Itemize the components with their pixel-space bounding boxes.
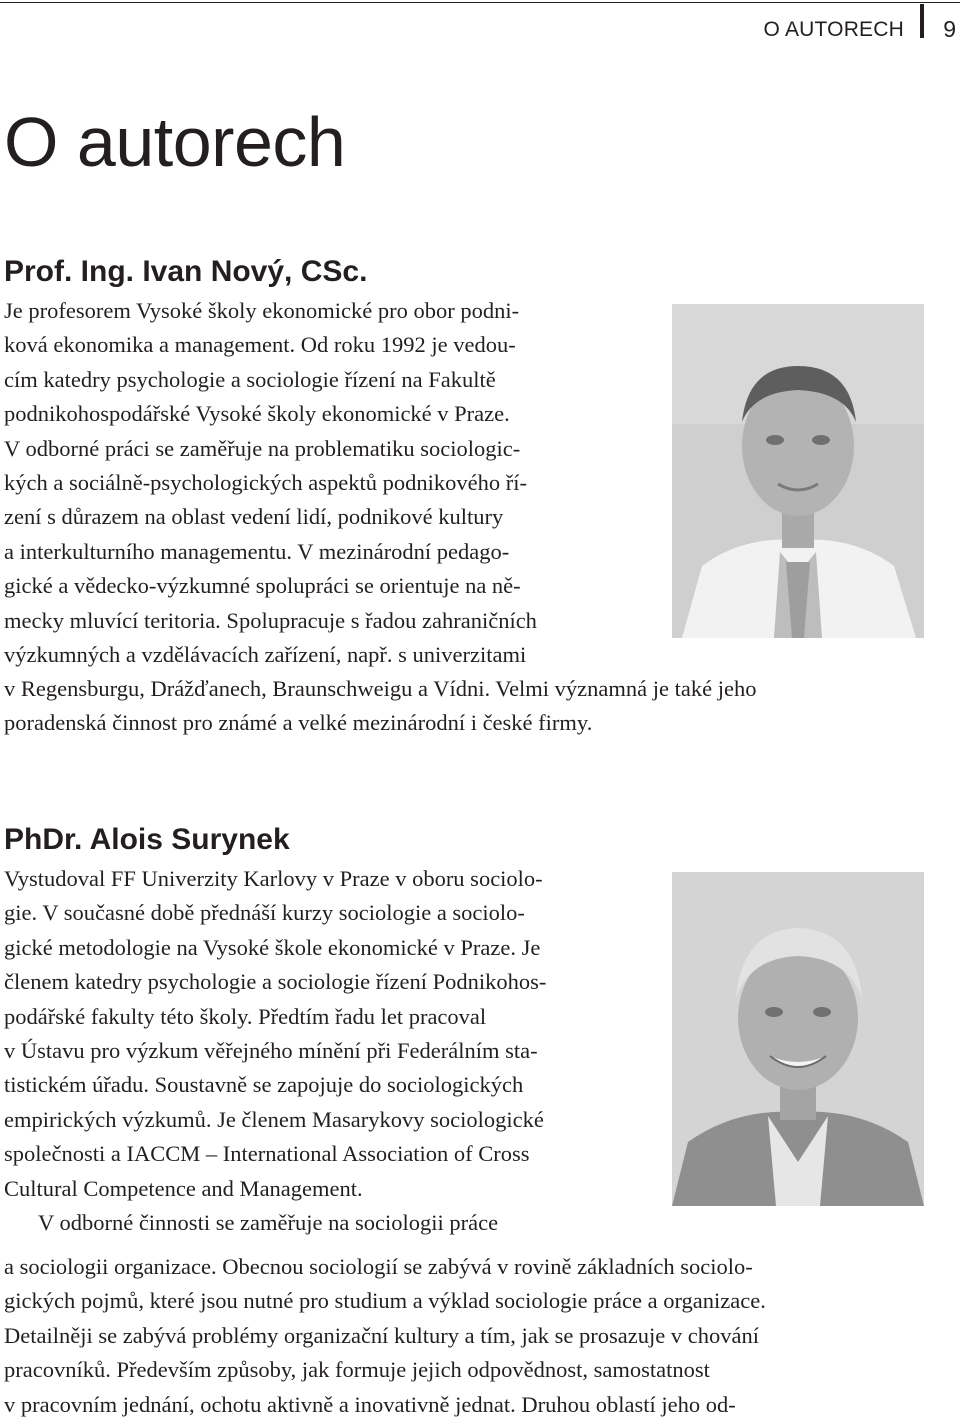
portrait-image: [672, 304, 924, 638]
header-divider-bar: [920, 4, 924, 38]
bio-line: výzkumných a vzdělávacích zařízení, např. s univerzitami: [4, 642, 527, 668]
author-bio-novy-wide: [4, 672, 924, 741]
bio-line: v Regensburgu, Drážďanech, Braunschweigu a Vídni. Velmi významná je také jeho: [4, 676, 757, 701]
bio-line: gické metodologie na Vysoké škole ekonomické v Praze. Je: [4, 934, 541, 960]
author-name-surynek: PhDr. Alois Surynek: [4, 823, 290, 856]
bio-line: cím katedry psychologie a sociologie řízení na Fakultě: [4, 366, 496, 392]
bio-line: V odborné činnosti se zaměřuje na sociologii práce: [38, 1210, 499, 1236]
bio-line: gie. V současné době přednáší kurzy sociologie a sociolo-: [4, 900, 525, 926]
bio-line: členem katedry psychologie a sociologie řízení Podnikohos-: [4, 969, 547, 995]
bio-line: empirických výzkumů. Je členem Masarykovy sociologické: [4, 1106, 544, 1132]
bio-line: V odborné práci se zaměřuje na problematiku sociologic-: [4, 435, 521, 461]
bio-line: mecky mluvící teritoria. Spolupracuje s řadou zahraničních: [4, 607, 537, 633]
author-bio-surynek-wide: [4, 1250, 924, 1422]
bio-line: Detailněji se zabývá problémy organizační kultury a tím, jak se prosazuje v chování: [4, 1322, 759, 1348]
bio-line: zení s důrazem na oblast vedení lidí, podnikové kultury: [4, 504, 504, 530]
bio-line: kých a sociálně-psychologických aspektů podnikového ří-: [4, 470, 527, 496]
bio-line: gické a vědecko-výzkumné spolupráci se orientuje na ně-: [4, 573, 521, 599]
bio-line: v pracovním jednání, ochotu aktivně a inovativně jednat. Druhou oblastí jeho od-: [4, 1391, 736, 1417]
author-bio-surynek-narrow: [4, 862, 644, 1240]
author-bio-novy-narrow: [4, 294, 644, 672]
bio-line: pracovníků. Především způsoby, jak formuje jejich odpovědnost, samostatnost: [4, 1357, 710, 1383]
bio-line: poradenská činnost pro známé a velké mezinárodní i české firmy.: [4, 710, 593, 736]
running-title: O AUTORECH: [763, 18, 904, 41]
author-photo-surynek: [672, 872, 924, 1206]
author-photo-novy: [672, 304, 924, 638]
bio-line: a interkulturního managementu. V mezinárodní pedago-: [4, 538, 510, 564]
bio-line: gických pojmů, které jsou nutné pro studium a výklad sociologie práce a organizace.: [4, 1288, 766, 1314]
bio-line: Cultural Competence and Management.: [4, 1175, 363, 1201]
portrait-image: [672, 872, 924, 1206]
author-name-novy: Prof. Ing. Ivan Nový, CSc.: [4, 255, 368, 288]
bio-line: Je profesorem Vysoké školy ekonomické pro obor podni-: [4, 298, 520, 323]
page-title: O autorech: [4, 103, 346, 181]
bio-line: podnikohospodářské Vysoké školy ekonomické v Praze.: [4, 401, 510, 427]
bio-line: v Ústavu pro výzkum věřejného mínění při Federálním sta-: [4, 1038, 538, 1064]
bio-line: společnosti a IACCM – International Association of Cross: [4, 1141, 530, 1167]
running-header: [0, 0, 960, 48]
bio-line: tistickém úřadu. Soustavně se zapojuje do sociologických: [4, 1072, 524, 1098]
page-number: 9: [943, 16, 956, 42]
bio-line: a sociologii organizace. Obecnou sociologií se zabývá v rovině základních sociolo-: [4, 1254, 753, 1279]
bio-line: ková ekonomika a management. Od roku 1992 je vedou-: [4, 332, 516, 358]
header-rule: [0, 2, 960, 3]
bio-line: Vystudoval FF Univerzity Karlovy v Praze v oboru sociolo-: [4, 866, 543, 891]
bio-line: podářské fakulty této školy. Předtím řadu let pracoval: [4, 1003, 487, 1029]
